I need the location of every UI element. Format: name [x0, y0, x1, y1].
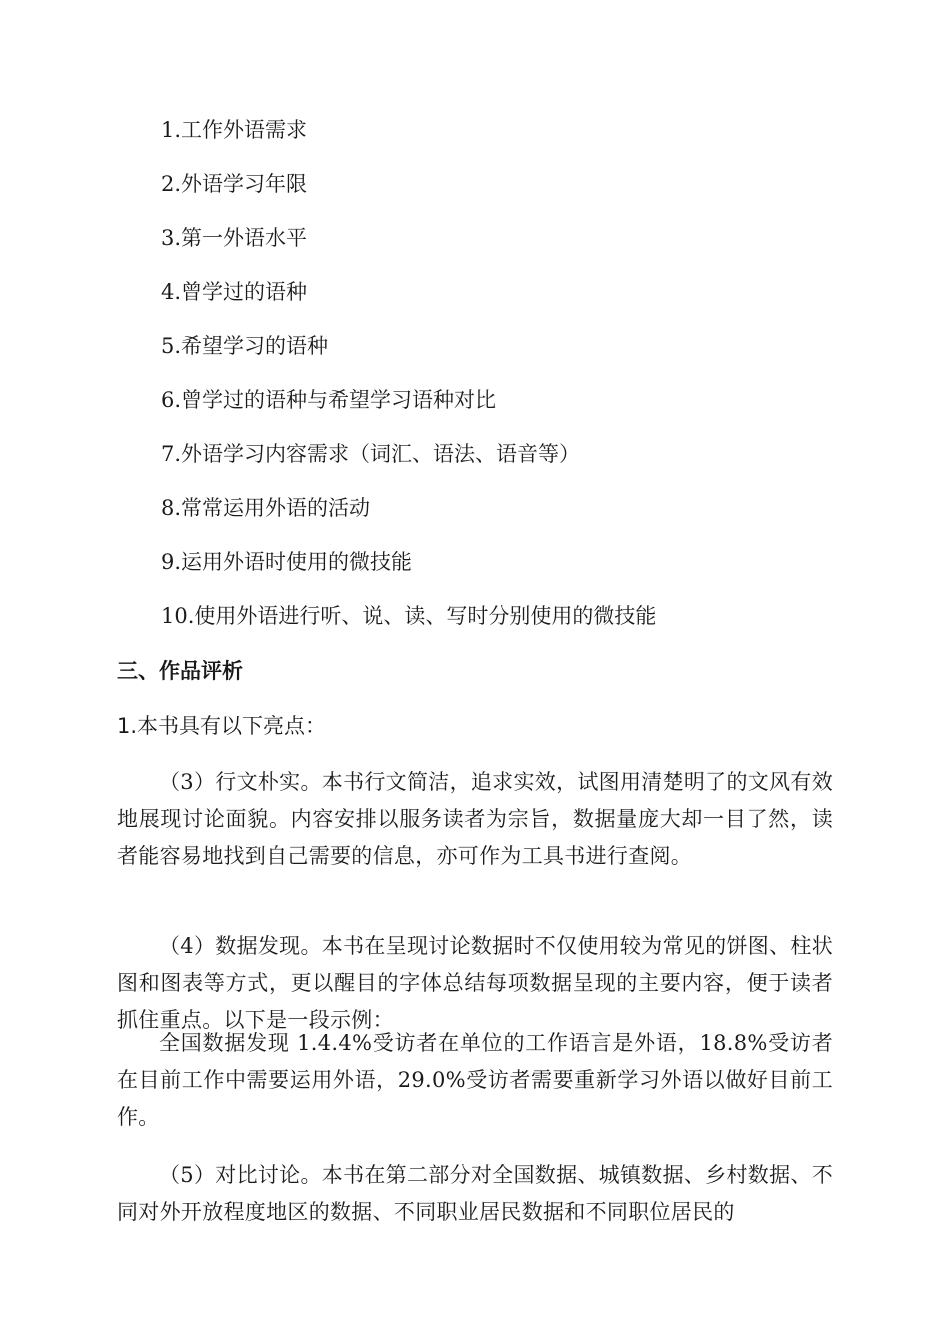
list-item: 10.使用外语进行听、说、读、写时分别使用的微技能 — [161, 604, 657, 628]
list-item: 7.外语学习内容需求（词汇、语法、语音等） — [161, 442, 581, 466]
list-item: 3.第一外语水平 — [161, 226, 308, 250]
paragraph: 全国数据发现 1.4.4%受访者在单位的工作语言是外语，18.8%受访者在目前工作中需要运用外语，29.0%受访者需要重新学习外语以做好目前工作。 — [117, 1031, 833, 1129]
paragraph: （4）数据发现。本书在呈现讨论数据时不仅使用较为常见的饼图、柱状图和图表等方式，更以醒目的字体总结每项数据呈现的主要内容，便于读者抓住重点。以下是一段示例： — [117, 934, 833, 1032]
list-item: 1.工作外语需求 — [161, 118, 308, 142]
paragraph: （3）行文朴实。本书行文简洁，追求实效，试图用清楚明了的文风有效地展现讨论面貌。内容安排以服务读者为宗旨，数据量庞大却一目了然，读者能容易地找到自己需要的信息，亦可作为工具书进行查阅。 — [117, 770, 833, 868]
list-item: 6.曾学过的语种与希望学习语种对比 — [161, 388, 497, 412]
list-item: 9.运用外语时使用的微技能 — [161, 550, 413, 574]
list-item: 2.外语学习年限 — [161, 172, 308, 196]
paragraph: （5）对比讨论。本书在第二部分对全国数据、城镇数据、乡村数据、不同对外开放程度地区的数据、不同职业居民数据和不同职位居民的 — [117, 1163, 833, 1224]
subheading: 1.本书具有以下亮点： — [117, 714, 327, 738]
section-heading: 三、作品评析 — [117, 659, 243, 683]
list-item: 4.曾学过的语种 — [161, 280, 308, 304]
list-item: 5.希望学习的语种 — [161, 334, 329, 358]
list-item: 8.常常运用外语的活动 — [161, 496, 371, 520]
